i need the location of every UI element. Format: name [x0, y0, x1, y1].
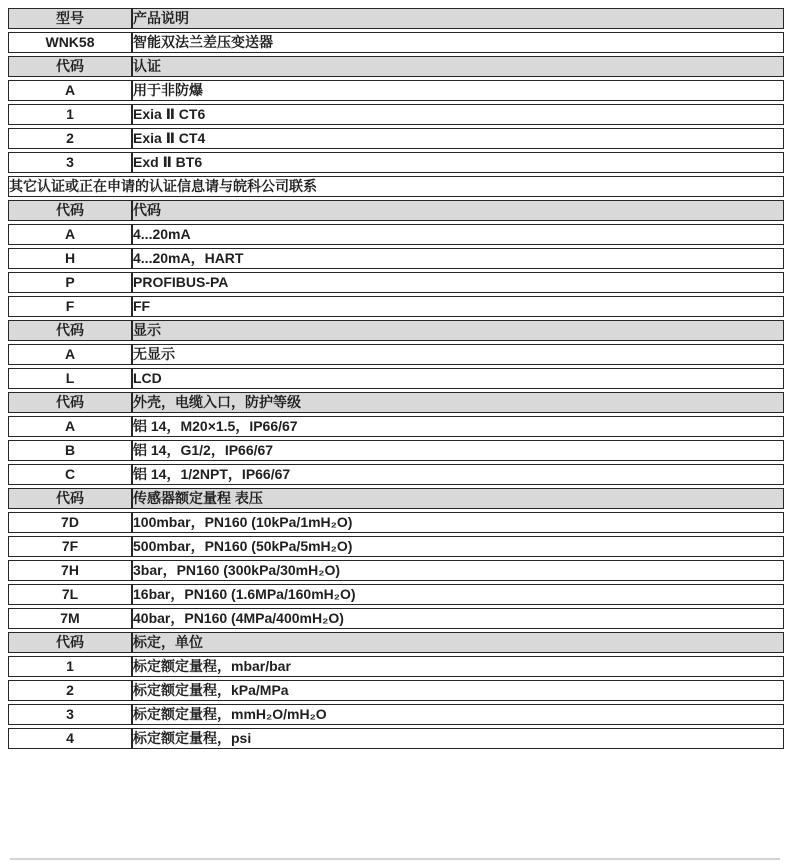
desc-cell: 16bar，PN160 (1.6MPa/160mH₂O) — [132, 584, 784, 605]
table-row — [8, 416, 784, 437]
code-cell: 7L — [8, 584, 132, 605]
section-title-label: 认证 — [132, 56, 784, 77]
section-title-label: 传感器额定量程 表压 — [132, 488, 784, 509]
section-header-row — [8, 8, 784, 29]
desc-cell: 智能双法兰差压变送器 — [132, 32, 784, 53]
code-cell: 3 — [8, 152, 132, 173]
table-row — [8, 704, 784, 725]
page-bottom-shadow — [10, 858, 780, 860]
desc-cell: PROFIBUS-PA — [132, 272, 784, 293]
code-cell: 7F — [8, 536, 132, 557]
table-row — [8, 296, 784, 317]
desc-cell: 铝 14，M20×1.5，IP66/67 — [132, 416, 784, 437]
code-cell: L — [8, 368, 132, 389]
note-row — [8, 176, 784, 197]
code-cell: P — [8, 272, 132, 293]
desc-cell: 标定额定量程，kPa/MPa — [132, 680, 784, 701]
section-title-label: 代码 — [132, 200, 784, 221]
code-cell: 4 — [8, 728, 132, 749]
desc-cell: 3bar，PN160 (300kPa/30mH₂O) — [132, 560, 784, 581]
desc-cell: 用于非防爆 — [132, 80, 784, 101]
section-header-row — [8, 632, 784, 653]
desc-cell: 铝 14，G1/2，IP66/67 — [132, 440, 784, 461]
section-title-label: 显示 — [132, 320, 784, 341]
desc-cell: FF — [132, 296, 784, 317]
desc-cell: 4...20mA，HART — [132, 248, 784, 269]
code-cell: A — [8, 224, 132, 245]
section-title-label: 外壳，电缆入口，防护等级 — [132, 392, 784, 413]
table-row — [8, 344, 784, 365]
code-cell: A — [8, 416, 132, 437]
desc-cell: Exia Ⅱ CT6 — [132, 104, 784, 125]
code-cell: F — [8, 296, 132, 317]
section-header-row — [8, 200, 784, 221]
section-title-label: 标定，单位 — [132, 632, 784, 653]
section-header-row — [8, 392, 784, 413]
section-code-label: 代码 — [8, 632, 132, 653]
code-cell: 7H — [8, 560, 132, 581]
code-cell: A — [8, 344, 132, 365]
table-row — [8, 272, 784, 293]
table-row — [8, 464, 784, 485]
table-row — [8, 224, 784, 245]
section-code-label: 代码 — [8, 200, 132, 221]
table-row — [8, 560, 784, 581]
table-row — [8, 728, 784, 749]
section-code-label: 代码 — [8, 320, 132, 341]
table-row — [8, 248, 784, 269]
section-header-row — [8, 320, 784, 341]
code-cell: 7M — [8, 608, 132, 629]
code-cell: 3 — [8, 704, 132, 725]
code-cell: 2 — [8, 680, 132, 701]
desc-cell: 4...20mA — [132, 224, 784, 245]
desc-cell: Exd Ⅱ BT6 — [132, 152, 784, 173]
section-code-label: 型号 — [8, 8, 132, 29]
code-cell: WNK58 — [8, 32, 132, 53]
code-cell: 1 — [8, 656, 132, 677]
table-row — [8, 152, 784, 173]
table-row — [8, 536, 784, 557]
desc-cell: 40bar，PN160 (4MPa/400mH₂O) — [132, 608, 784, 629]
spec-table-container — [8, 5, 784, 752]
desc-cell: 标定额定量程，mmH₂O/mH₂O — [132, 704, 784, 725]
spec-table — [8, 5, 784, 752]
table-row — [8, 440, 784, 461]
table-row — [8, 656, 784, 677]
table-row — [8, 680, 784, 701]
code-cell: H — [8, 248, 132, 269]
table-row — [8, 104, 784, 125]
desc-cell: Exia Ⅱ CT4 — [132, 128, 784, 149]
code-cell: A — [8, 80, 132, 101]
desc-cell: 100mbar，PN160 (10kPa/1mH₂O) — [132, 512, 784, 533]
table-row — [8, 128, 784, 149]
table-row — [8, 80, 784, 101]
spec-table-body — [8, 8, 784, 749]
code-cell: 7D — [8, 512, 132, 533]
section-code-label: 代码 — [8, 56, 132, 77]
table-row — [8, 32, 784, 53]
section-header-row — [8, 56, 784, 77]
desc-cell: LCD — [132, 368, 784, 389]
section-header-row — [8, 488, 784, 509]
section-code-label: 代码 — [8, 488, 132, 509]
desc-cell: 500mbar，PN160 (50kPa/5mH₂O) — [132, 536, 784, 557]
code-cell: 1 — [8, 104, 132, 125]
note-cell: 其它认证或正在申请的认证信息请与皖科公司联系 — [8, 176, 784, 197]
desc-cell: 无显示 — [132, 344, 784, 365]
table-row — [8, 512, 784, 533]
section-title-label: 产品说明 — [132, 8, 784, 29]
table-row — [8, 584, 784, 605]
code-cell: B — [8, 440, 132, 461]
code-cell: 2 — [8, 128, 132, 149]
section-code-label: 代码 — [8, 392, 132, 413]
table-row — [8, 608, 784, 629]
desc-cell: 标定额定量程，psi — [132, 728, 784, 749]
code-cell: C — [8, 464, 132, 485]
desc-cell: 标定额定量程，mbar/bar — [132, 656, 784, 677]
table-row — [8, 368, 784, 389]
desc-cell: 铝 14，1/2NPT，IP66/67 — [132, 464, 784, 485]
